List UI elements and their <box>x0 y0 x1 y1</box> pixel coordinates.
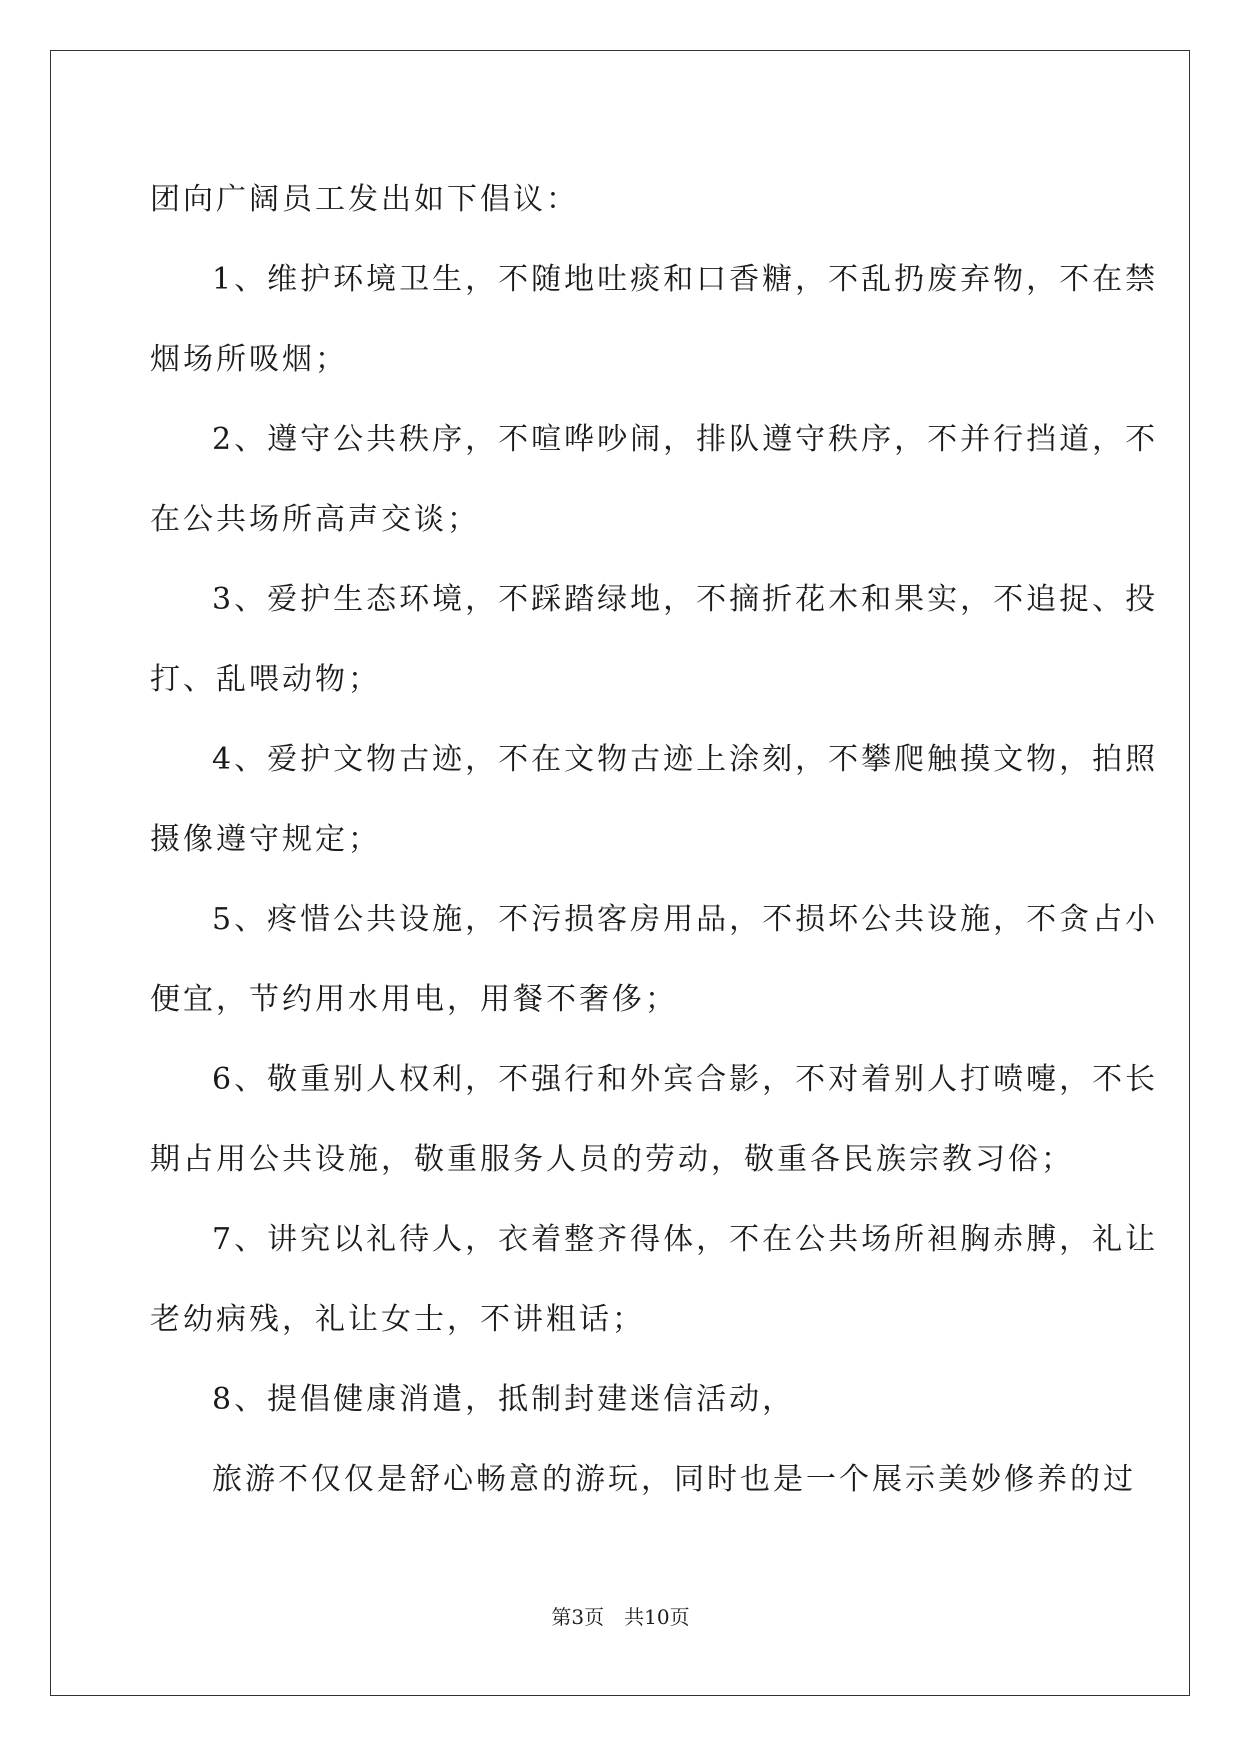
text-line: 老幼病残，礼让女士，不讲粗话； <box>150 1302 645 1337</box>
document-body <box>150 160 1159 1520</box>
text-line: 打、乱喂动物； <box>150 662 381 697</box>
text-line: 团向广阔员工发出如下倡议： <box>150 182 579 217</box>
text-line: 摄像遵守规定； <box>150 822 381 857</box>
text-line: 8、提倡健康消遣，抵制封建迷信活动， <box>212 1382 796 1417</box>
text-line: 3、爱护生态环境，不踩踏绿地，不摘折花木和果实，不追捉、投 <box>212 582 1159 617</box>
text-line: 便宜，节约用水用电，用餐不奢侈； <box>150 982 678 1017</box>
text-line: 烟场所吸烟； <box>150 342 348 377</box>
text-line: 4、爱护文物古迹，不在文物古迹上涂刻，不攀爬触摸文物，拍照 <box>212 742 1159 777</box>
text-line: 2、遵守公共秩序，不喧哗吵闹，排队遵守秩序，不并行挡道，不 <box>212 422 1159 457</box>
page-number-footer: 第3页 共10页 <box>551 1605 690 1629</box>
text-line: 7、讲究以礼待人，衣着整齐得体，不在公共场所袒胸赤膊，礼让 <box>212 1222 1159 1257</box>
text-line: 旅游不仅仅是舒心畅意的游玩，同时也是一个展示美妙修养的过 <box>212 1462 1136 1497</box>
text-line: 6、敬重别人权利，不强行和外宾合影，不对着别人打喷嚏，不长 <box>212 1062 1159 1097</box>
text-line: 在公共场所高声交谈； <box>150 502 480 537</box>
text-line: 1、维护环境卫生，不随地吐痰和口香糖，不乱扔废弃物，不在禁 <box>212 262 1159 297</box>
text-line: 期占用公共设施，敬重服务人员的劳动，敬重各民族宗教习俗； <box>150 1142 1074 1177</box>
text-line: 5、疼惜公共设施，不污损客房用品，不损坏公共设施，不贪占小 <box>212 902 1159 937</box>
